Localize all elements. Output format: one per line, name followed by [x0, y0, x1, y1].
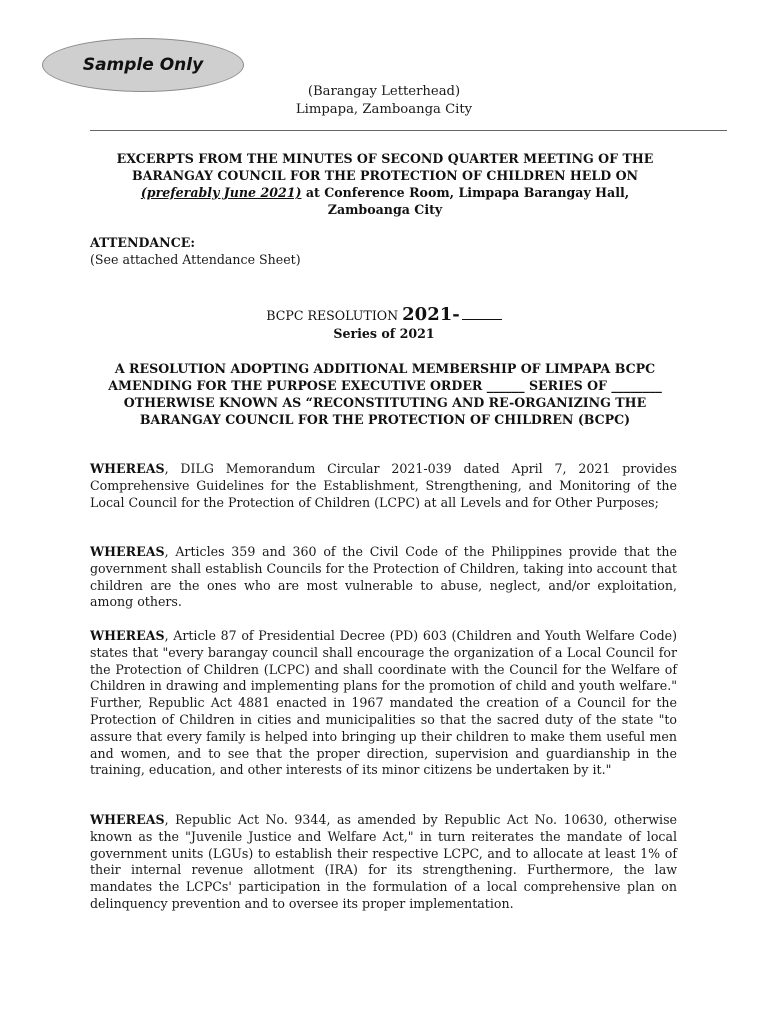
whereas-text: , Articles 359 and 360 of the Civil Code of the Philippines provide that the government shall establish Councils for the Protection of Children, taking into account that children are the ones who are most vulnerable to abuse, neglect, and/or exploitation, among others. [90, 544, 677, 610]
resolution-title-line-3: OTHERWISE KNOWN AS “RECONSTITUTING AND RE-ORGANIZING THE [123, 395, 647, 410]
whereas-lead: WHEREAS [90, 461, 165, 476]
whereas-clause-1 [90, 461, 677, 511]
resolution-title-line-1: A RESOLUTION ADOPTING ADDITIONAL MEMBERSHIP OF LIMPAPA BCPC [114, 361, 656, 376]
whereas-clause-3 [90, 628, 677, 779]
whereas-clause-4 [90, 812, 677, 913]
title-line-4: Zamboanga City [327, 202, 443, 217]
document-title [80, 150, 690, 218]
resolution-title [80, 360, 690, 428]
header-divider [90, 130, 727, 131]
whereas-text: , Republic Act No. 9344, as amended by Republic Act No. 10630, otherwise known as the "Juvenile Justice and Welfare Act," in turn reiterates the mandate of local government units (LGUs) to establish their respective LCPC, and to allocate at least 1% of their internal revenue allotment (IRA) for its strengthening. Furthermore, the law mandates the LCPCs' participation in the formulation of a local comprehensive plan on delinquency prevention and to oversee its proper implementation. [90, 812, 677, 911]
resolution-label: BCPC RESOLUTION [266, 308, 403, 323]
title-line-2: BARANGAY COUNCIL FOR THE PROTECTION OF CHILDREN HELD ON [131, 168, 639, 183]
resolution-title-line-2: AMENDING FOR THE PURPOSE EXECUTIVE ORDER ______ SERIES OF ________ [108, 378, 662, 393]
letterhead-location: Limpapa, Zamboanga City [295, 102, 473, 117]
whereas-lead: WHEREAS [90, 812, 165, 827]
whereas-text: , Article 87 of Presidential Decree (PD) 603 (Children and Youth Welfare Code) states that "every barangay council shall encourage the organization of a Local Council for the Protection of Children (LCPC) and shall coordinate with the Council for the Welfare of Children in drawing and implementing plans for the promotion of child and youth welfare." Further, Republic Act 4881 enacted in 1967 mandated the creation of a Council for the Protection of Children in cities and municipalities so that the sacred duty of the state "to assure that every family is helped into bringing up their children to make them useful men and women, and to see that the proper direction, supervision and guardianship in the training, education, and other interests of its minor citizens be undertaken by it." [90, 628, 677, 778]
resolution-number [0, 304, 768, 325]
meeting-venue: at Conference Room, Limpapa Barangay Hall, [301, 185, 630, 200]
letterhead-placeholder: (Barangay Letterhead) [307, 84, 461, 99]
whereas-clause-2 [90, 544, 677, 611]
whereas-text: , DILG Memorandum Circular 2021-039 dated April 7, 2021 provides Comprehensive Guidelines for the Establishment, Strengthening, and Monitoring of the Local Council for the Protection of Children (LCPC) at all Levels and for Other Purposes; [90, 461, 677, 510]
resolution-number-blank [462, 319, 502, 320]
meeting-date: (preferably June 2021) [140, 185, 302, 200]
whereas-lead: WHEREAS [90, 628, 165, 643]
resolution-series: Series of 2021 [333, 326, 435, 341]
stamp-text: Sample Only [82, 55, 204, 75]
attendance-heading: ATTENDANCE: [90, 235, 195, 250]
resolution-title-line-4: BARANGAY COUNCIL FOR THE PROTECTION OF CHILDREN (BCPC) [139, 412, 631, 427]
attendance-note: (See attached Attendance Sheet) [90, 252, 301, 267]
title-line-1: EXCERPTS FROM THE MINUTES OF SECOND QUARTER MEETING OF THE [116, 151, 654, 166]
resolution-year: 2021- [402, 304, 460, 325]
whereas-lead: WHEREAS [90, 544, 165, 559]
title-line-3 [80, 184, 690, 201]
